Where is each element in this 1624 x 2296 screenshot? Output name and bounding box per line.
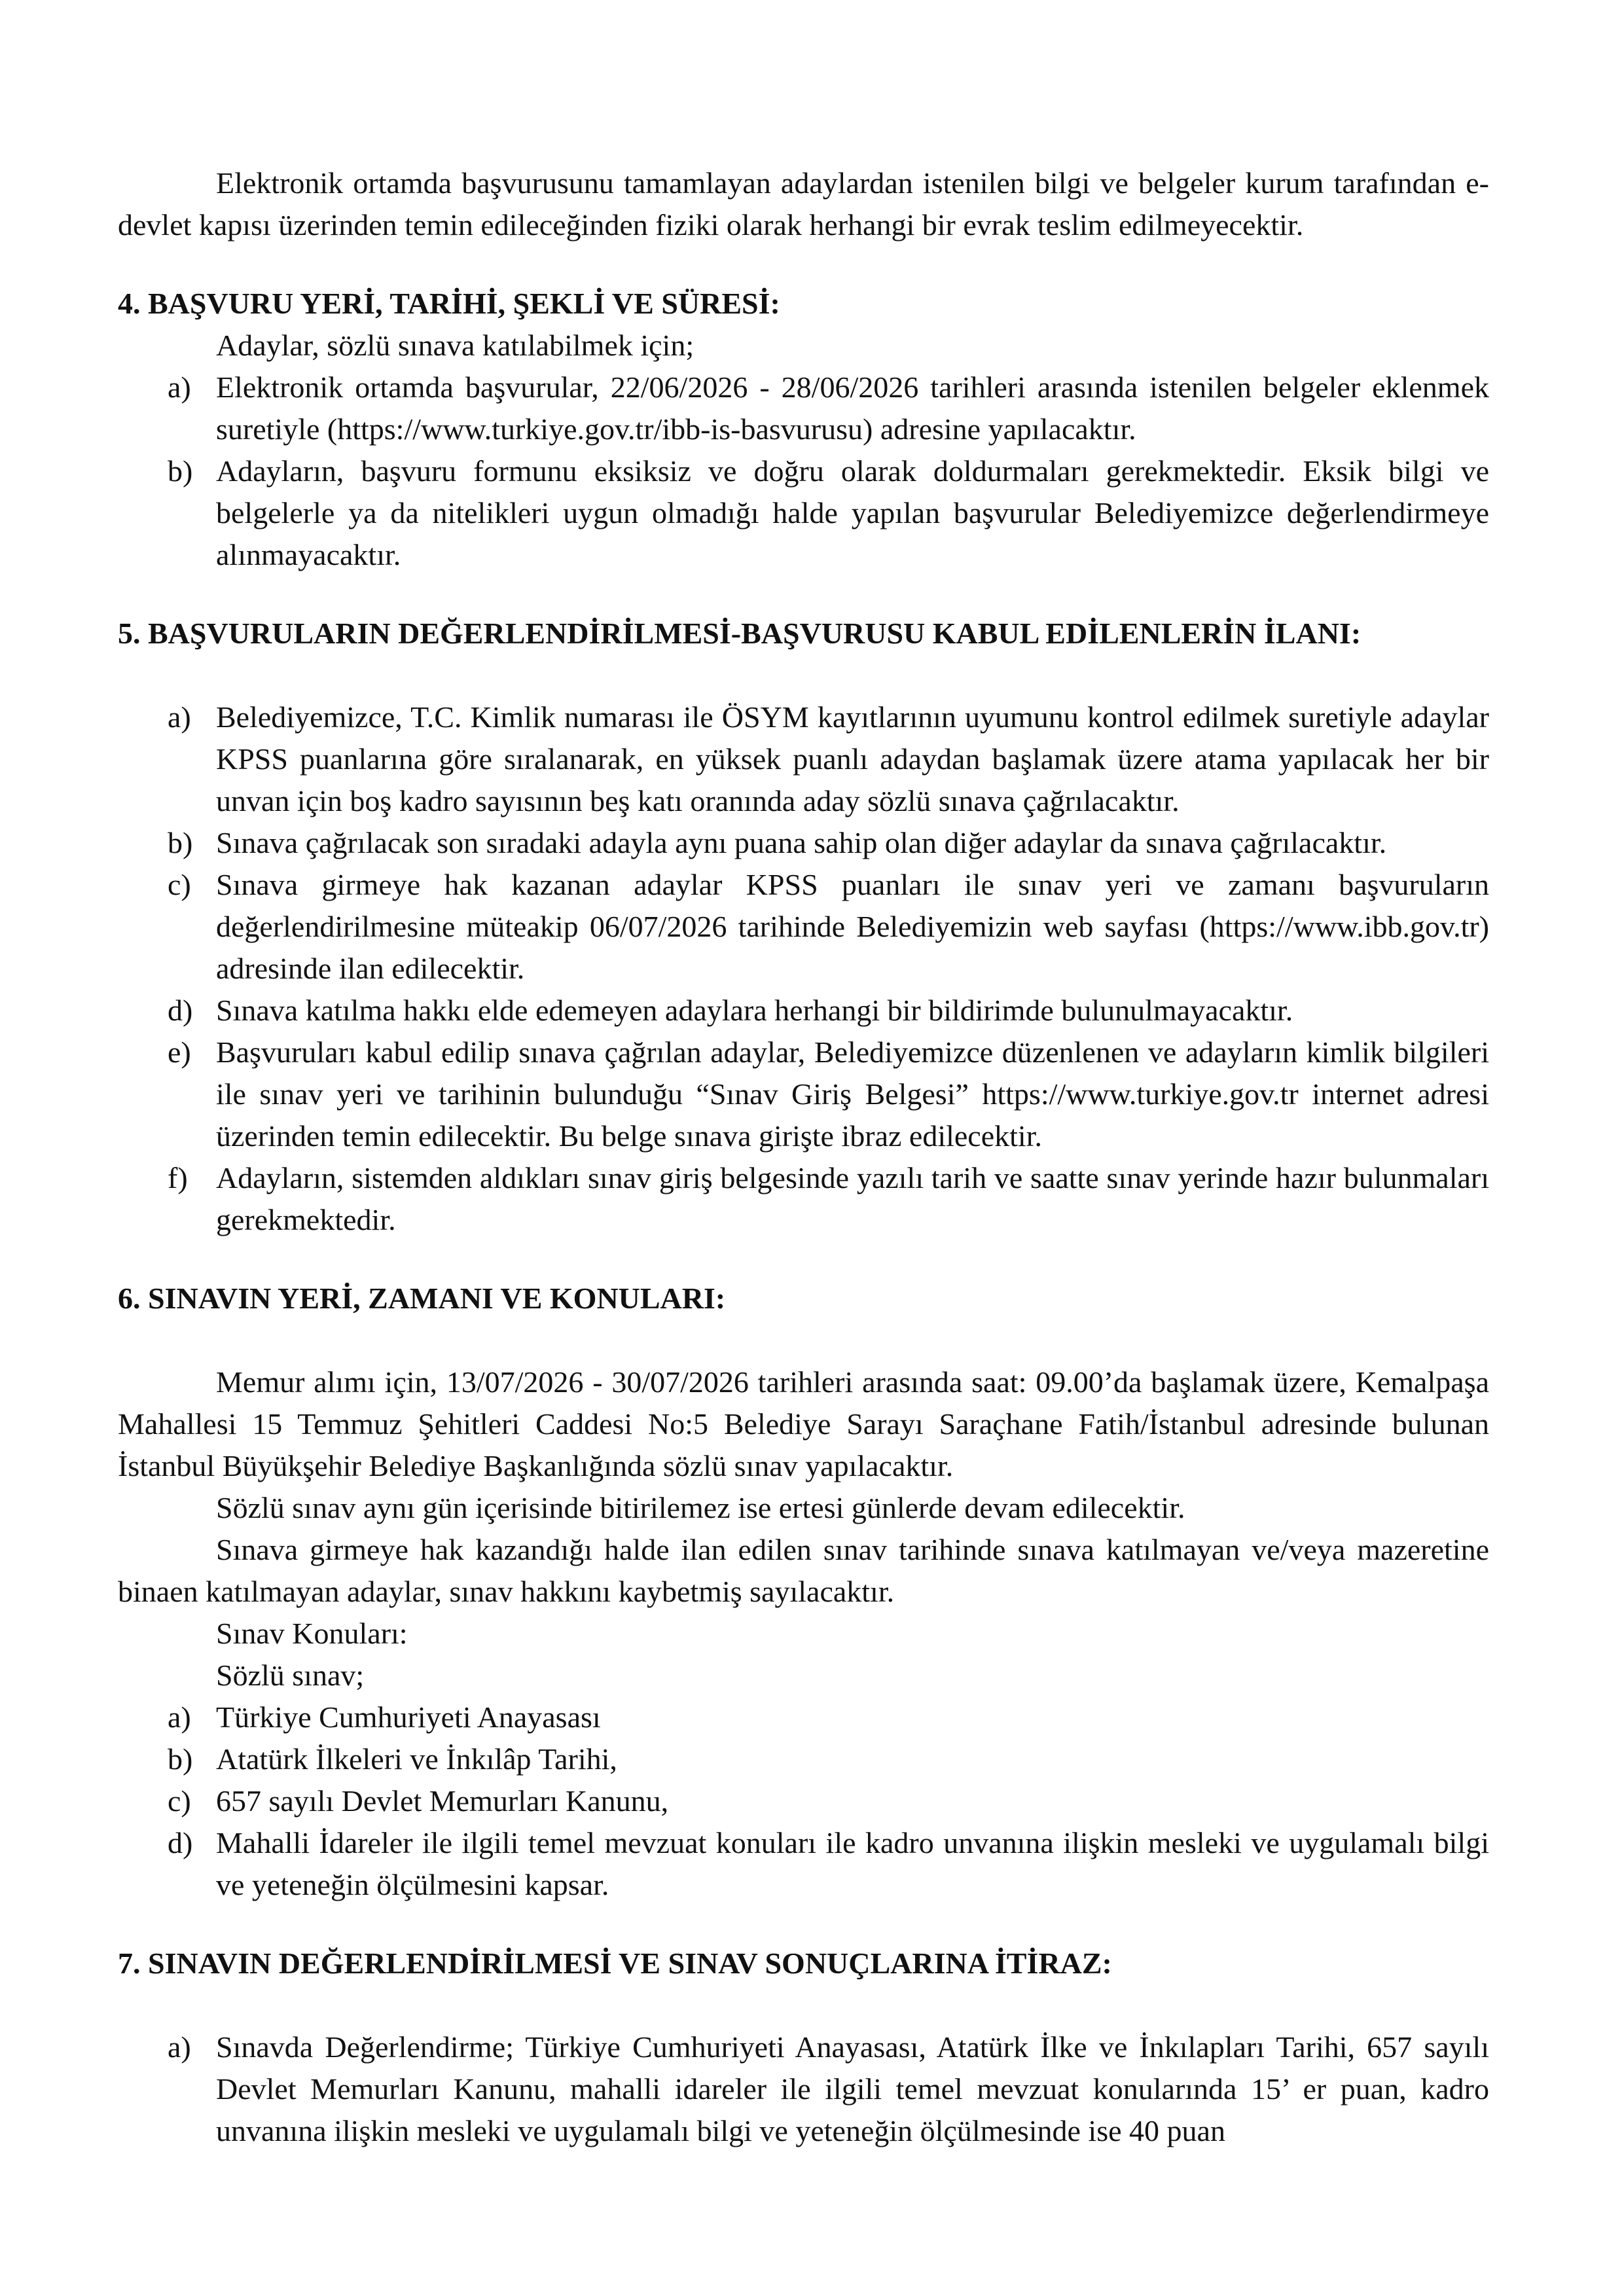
list-item-label: c) (168, 1784, 191, 1818)
list-item (118, 822, 1489, 864)
list-item-label: b) (168, 1742, 193, 1776)
list-item-text: Başvuruları kabul edilip sınava çağrılan adaylar, Belediyemizce düzenlenen ve adayların kimlik bilgileri ile sınav yeri ve tarihinin bulunduğu “Sınav Giriş Belgesi” https://www.turkiye.gov.tr internet adresi üzerinden temin edilecektir. Bu belge sınava girişte ibraz edilecektir. (216, 1035, 1489, 1153)
list-item-text: Sınava çağrılacak son sıradaki adayla aynı puana sahip olan diğer adaylar da sınava çağrılacaktır. (216, 826, 1387, 859)
exam-topics-label: Sınav Konuları: (216, 1617, 408, 1650)
list-item-text: Adayların, sistemden aldıkları sınav giriş belgesinde yazılı tarih ve saatte sınav yerinde hazır bulunmaları gerekmektedir. (216, 1161, 1489, 1236)
list-item-text: Sınava girmeye hak kazanan adaylar KPSS puanları ile sınav yeri ve zamanı başvuruların değerlendirilmesine müteakip 06/07/2026 tarihinde Belediyemizin web sayfası (https://www.ibb.gov.tr) adresinde ilan edilecektir. (216, 868, 1489, 985)
section-6-paragraph-1: Memur alımı için, 13/07/2026 - 30/07/2026 tarihleri arasında saat: 09.00’da başlamak üzere, Kemalpaşa Mahallesi 15 Temmuz Şehitleri Caddesi No:5 Belediye Sarayı Saraçhane Fatih/İstanbul adresinde bulunan İstanbul Büyükşehir Belediye Başkanlığında sözlü sınav yapılacaktır. (118, 1365, 1489, 1482)
section-7-list (118, 2026, 1489, 2152)
list-item-label: a) (168, 700, 191, 734)
list-item-label: a) (168, 1700, 191, 1734)
list-item (118, 2026, 1489, 2152)
section-4-heading: 4. BAŞVURU YERİ, TARİHİ, ŞEKLİ VE SÜRESİ: (118, 287, 780, 320)
section-6-paragraph-2: Sözlü sınav aynı gün içerisinde bitirilemez ise ertesi günlerde devam edilecektir. (216, 1491, 1185, 1524)
list-item-label: e) (168, 1035, 191, 1069)
list-item-label: b) (168, 454, 193, 488)
oral-exam-label: Sözlü sınav; (216, 1659, 365, 1692)
list-item-text: Belediyemizce, T.C. Kimlik numarası ile ÖSYM kayıtlarının uyumunu kontrol edilmek suretiyle adaylar KPSS puanlarına göre sıralanarak, en yüksek puanlı adaydan başlamak üzere atama yapılacak her bir unvan için boş kadro sayısının beş katı oranında aday sözlü sınava çağrılacaktır. (216, 700, 1489, 817)
list-item-text: Sınava katılma hakkı elde edemeyen adaylara herhangi bir bildirimde bulunulmayacaktır. (216, 994, 1293, 1027)
list-item-label: c) (168, 868, 191, 901)
section-5-list (118, 696, 1489, 1241)
section-6-heading: 6. SINAVIN YERİ, ZAMANI VE KONULARI: (118, 1282, 726, 1315)
list-item-label: d) (168, 994, 193, 1027)
list-item-text: Atatürk İlkeleri ve İnkılâp Tarihi, (216, 1742, 617, 1776)
list-item (118, 1738, 1489, 1780)
list-item-text: Mahalli İdareler ile ilgili temel mevzuat konuları ile kadro unvanına ilişkin mesleki ve uygulamalı bilgi ve yeteneğin ölçülmesini kapsar. (216, 1826, 1489, 1901)
list-item (118, 1157, 1489, 1241)
document-page (118, 162, 1489, 2152)
list-item-text: Türkiye Cumhuriyeti Anayasası (216, 1700, 601, 1734)
list-item-label: d) (168, 1826, 193, 1859)
list-item (118, 1822, 1489, 1906)
section-7-heading: 7. SINAVIN DEĞERLENDİRİLMESİ VE SINAV SONUÇLARINA İTİRAZ: (118, 1946, 1112, 1980)
section-6-paragraph-3: Sınava girmeye hak kazandığı halde ilan edilen sınav tarihinde sınava katılmayan ve/veya mazeretine binaen katılmayan adaylar, sınav hakkını kaybetmiş sayılacaktır. (118, 1533, 1489, 1608)
list-item (118, 1696, 1489, 1738)
list-item-text: Sınavda Değerlendirme; Türkiye Cumhuriyeti Anayasası, Atatürk İlke ve İnkılapları Tarihi, 657 sayılı Devlet Memurları Kanunu, mahalli idareler ile ilgili temel mevzuat konularında 15’ er puan, kadro unvanına ilişkin mesleki ve uygulamalı bilgi ve yeteneğin ölçülmesinde ise 40 puan (216, 2030, 1489, 2147)
intro-paragraph: Elektronik ortamda başvurusunu tamamlayan adaylardan istenilen bilgi ve belgeler kurum tarafından e-devlet kapısı üzerinden temin edileceğinden fiziki olarak herhangi bir evrak teslim edilmeyecektir. (118, 166, 1489, 242)
list-item-label: a) (168, 370, 191, 404)
list-item (118, 696, 1489, 822)
list-item-label: a) (168, 2030, 191, 2064)
list-item-text: 657 sayılı Devlet Memurları Kanunu, (216, 1784, 669, 1818)
list-item-label: b) (168, 826, 193, 859)
list-item (118, 990, 1489, 1031)
section-5-heading: 5. BAŞVURULARIN DEĞERLENDİRİLMESİ-BAŞVURUSU KABUL EDİLENLERİN İLANI: (118, 617, 1362, 650)
list-item (118, 367, 1489, 450)
list-item-text: Adayların, başvuru formunu eksiksiz ve doğru olarak doldurmaları gerekmektedir. Eksik bilgi ve belgelerle ya da nitelikleri uygun olmadığı halde yapılan başvurular Belediyemizce değerlendirmeye alınmayacaktır. (216, 454, 1489, 571)
list-item (118, 864, 1489, 990)
section-6-list (118, 1696, 1489, 1906)
list-item (118, 1031, 1489, 1157)
list-item (118, 1780, 1489, 1822)
list-item (118, 450, 1489, 576)
list-item-label: f) (168, 1161, 188, 1194)
section-4-list (118, 367, 1489, 576)
section-4-lead: Adaylar, sözlü sınava katılabilmek için; (216, 329, 695, 362)
list-item-text: Elektronik ortamda başvurular, 22/06/2026 - 28/06/2026 tarihleri arasında istenilen belgeler eklenmek suretiyle (https://www.turkiye.gov.tr/ibb-is-basvurusu) adresine yapılacaktır. (216, 370, 1489, 446)
